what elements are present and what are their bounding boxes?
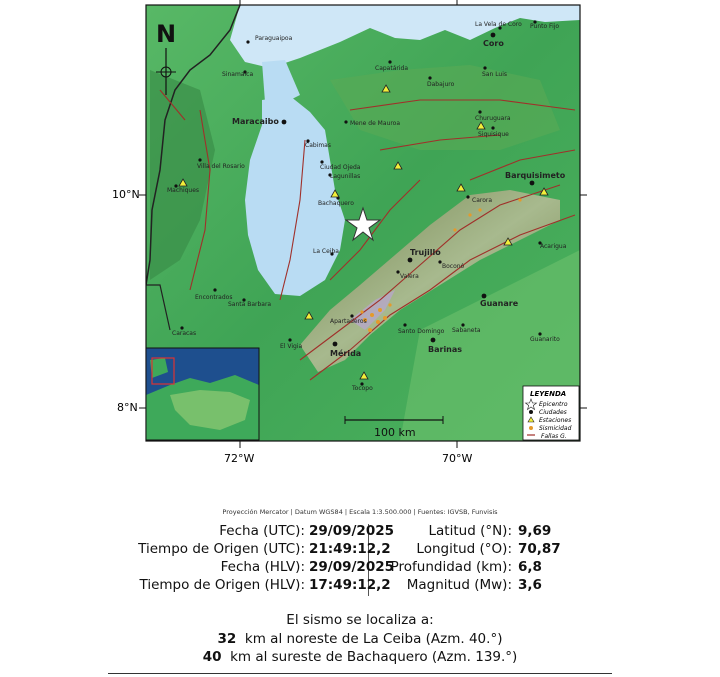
svg-text:Estaciones: Estaciones: [539, 417, 572, 424]
bottom-rule: [108, 673, 612, 674]
svg-text:Sismicidad: Sismicidad: [539, 425, 572, 432]
location-distance-2: 40: [202, 649, 222, 665]
svg-text:Churuguara: Churuguara: [475, 115, 511, 122]
svg-text:La Ceiba: La Ceiba: [313, 248, 339, 255]
legend: [523, 386, 579, 440]
svg-text:Tocopo: Tocopo: [352, 385, 373, 392]
svg-text:Fallas G.: Fallas G.: [541, 433, 567, 440]
svg-text:Cabimas: Cabimas: [305, 142, 331, 149]
svg-text:Encontrados: Encontrados: [195, 294, 233, 301]
city-lagunillas: [328, 173, 360, 180]
svg-text:Punto Fijo: Punto Fijo: [530, 23, 560, 30]
svg-text:Santa Barbara: Santa Barbara: [228, 301, 272, 308]
svg-text:Barinas: Barinas: [428, 345, 463, 354]
svg-text:100 km: 100 km: [374, 426, 416, 439]
svg-text:El Vigia: El Vigia: [280, 343, 303, 350]
svg-text:Machiques: Machiques: [167, 187, 200, 194]
svg-text:N: N: [156, 20, 177, 48]
lat-label-10n: 10°N: [112, 188, 140, 201]
svg-text:Epicentro: Epicentro: [539, 401, 568, 408]
legend-city-icon: [529, 410, 533, 414]
city-la-ceiba: [313, 248, 339, 256]
legend-seismicity-icon: [529, 426, 533, 430]
svg-text:Guanarito: Guanarito: [530, 336, 560, 343]
svg-text:Mene de Mauroa: Mene de Mauroa: [350, 120, 401, 127]
svg-text:Sinamaica: Sinamaica: [222, 71, 254, 78]
svg-text:Coro: Coro: [483, 39, 504, 48]
location-distance-1: 32: [217, 631, 237, 647]
map-credits: Proyección Mercator | Datum WGS84 | Escala 1:3.500.000 | Fuentes: IGVSB, Funvisis: [222, 508, 498, 516]
city-maracaibo: [232, 117, 286, 126]
location-text-1: km al noreste de La Ceiba (Azm. 40.°): [244, 631, 503, 647]
svg-text:Valera: Valera: [400, 273, 419, 280]
svg-text:Apartaderos: Apartaderos: [330, 318, 367, 325]
svg-text:San Luis: San Luis: [482, 71, 508, 78]
location-line-1: [0, 631, 720, 647]
svg-text:Santo Domingo: Santo Domingo: [398, 328, 445, 335]
svg-text:La Vela de Coro: La Vela de Coro: [475, 21, 522, 28]
svg-text:Paraguaipoa: Paraguaipoa: [255, 35, 293, 42]
svg-text:Barquisimeto: Barquisimeto: [505, 171, 566, 180]
svg-text:Carora: Carora: [472, 197, 493, 204]
location-text-2: km al sureste de Bachaquero (Azm. 139.°): [230, 649, 518, 665]
location-line-2: [0, 649, 720, 665]
svg-text:Maracaibo: Maracaibo: [232, 117, 279, 126]
svg-text:Siquisique: Siquisique: [478, 131, 509, 138]
svg-text:Bachaquero: Bachaquero: [318, 200, 354, 207]
svg-text:Dabajuro: Dabajuro: [427, 81, 455, 88]
city-mene-de-mauroa: [344, 120, 400, 127]
location-intro: El sismo se localiza a:: [286, 612, 434, 628]
svg-text:Villa del Rosario: Villa del Rosario: [197, 163, 245, 170]
svg-text:Acarigua: Acarigua: [540, 243, 567, 250]
inset-map: [146, 348, 259, 440]
svg-text:Guanare: Guanare: [480, 299, 519, 308]
svg-text:Caracas: Caracas: [172, 330, 197, 337]
svg-text:Ciudades: Ciudades: [539, 409, 567, 416]
svg-text:Capatárida: Capatárida: [375, 65, 408, 72]
svg-text:Ciudad Ojeda: Ciudad Ojeda: [320, 164, 361, 171]
lon-label-72w: 72°W: [224, 452, 255, 465]
svg-text:Trujillo: Trujillo: [410, 248, 441, 257]
lat-label-8n: 8°N: [117, 401, 138, 414]
svg-text:Boconó: Boconó: [442, 263, 465, 270]
lon-label-70w: 70°W: [442, 452, 473, 465]
svg-text:LEYENDA: LEYENDA: [530, 390, 567, 398]
city-sinamaica: [222, 70, 253, 78]
svg-text:Mérida: Mérida: [330, 349, 362, 358]
city-acarigua: [538, 241, 566, 250]
svg-text:Lagunillas: Lagunillas: [330, 173, 361, 180]
svg-text:Sabaneta: Sabaneta: [452, 327, 481, 334]
